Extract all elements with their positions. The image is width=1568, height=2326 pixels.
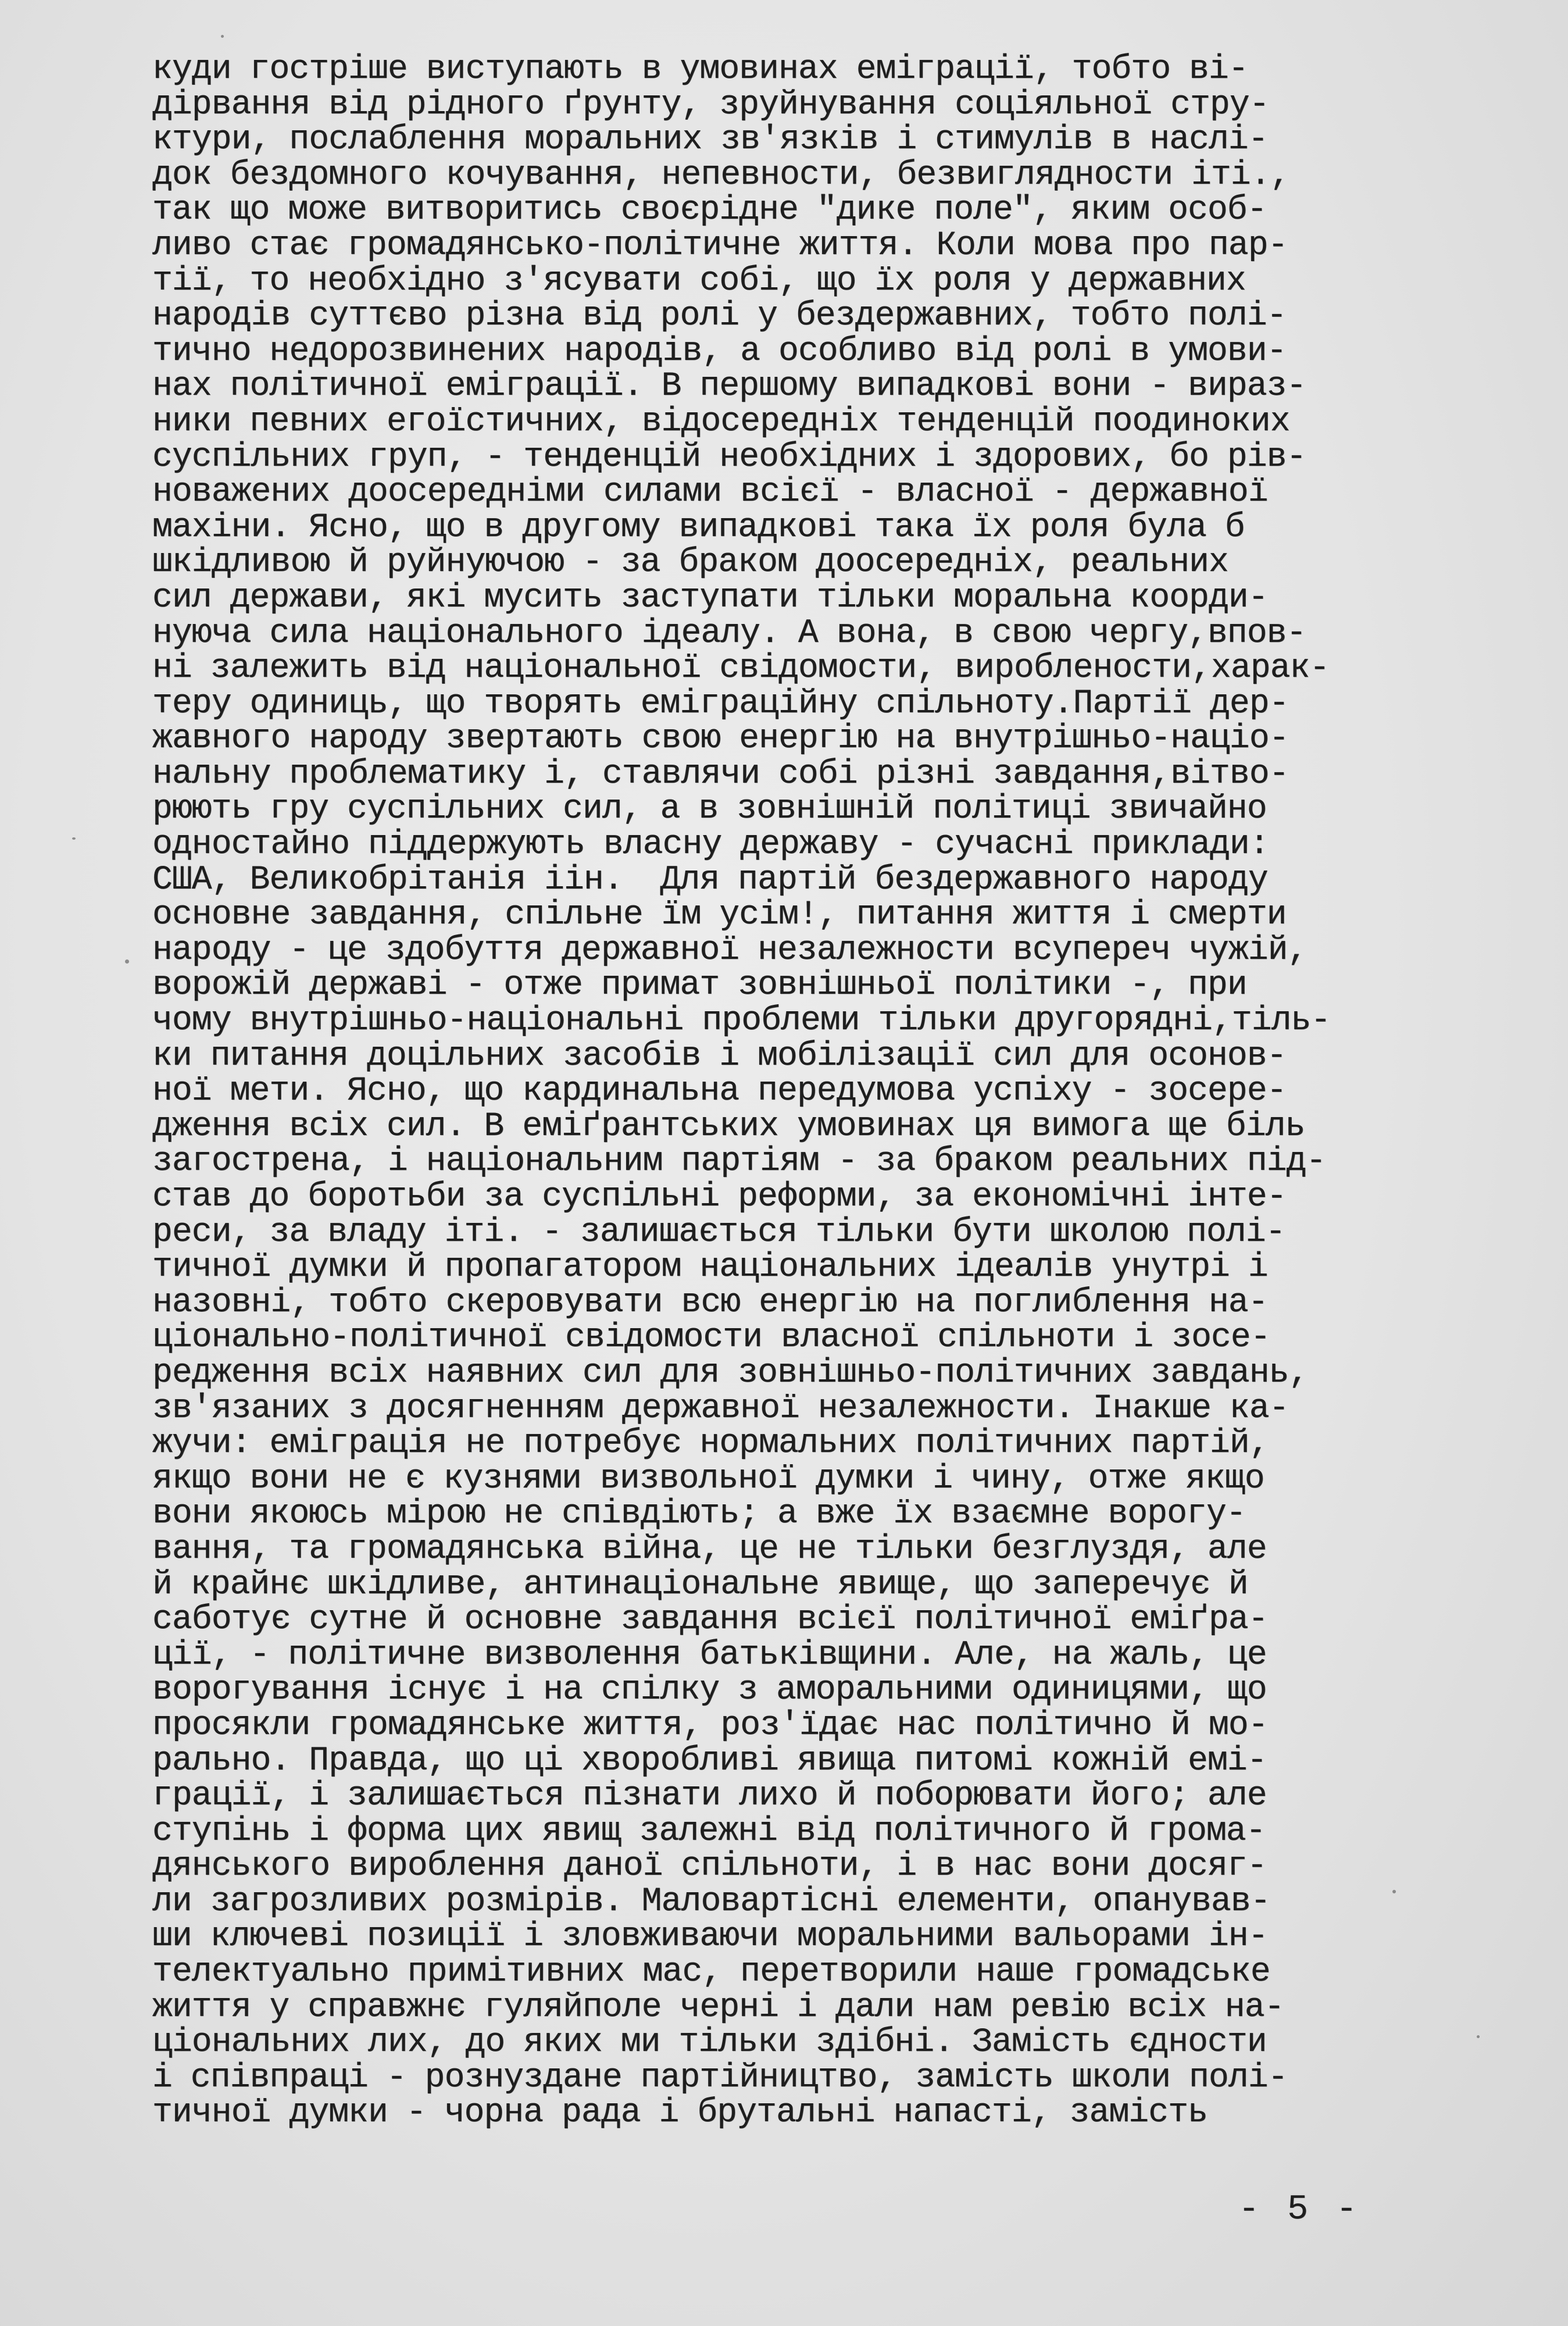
text-line: рально. Правда, що ці хворобливі явища питомі кожній емі- <box>152 1742 1267 1780</box>
text-line: реси, за владу іті. - залишається тільки бути школою полі- <box>152 1213 1285 1251</box>
text-line: й крайнє шкідливе, антинаціональне явище, що заперечує й <box>152 1565 1248 1604</box>
text-line: дянського вироблення даної спільноти, і в нас вони досяг- <box>152 1847 1267 1886</box>
text-line: ступінь і форма цих явищ залежні від політичного й грома- <box>152 1812 1266 1850</box>
text-line: став до боротьби за суспільні реформи, за економічні інте- <box>152 1178 1287 1216</box>
text-line: народів суттєво різна від ролі у бездержавних, тобто полі- <box>152 297 1287 336</box>
text-line: телектуально примітивних мас, перетворили наше громадське <box>152 1953 1270 1992</box>
text-line: док бездомного кочування, непевности, безвиглядности іті., <box>152 156 1290 194</box>
text-line: суспільних груп, - тенденцій необхідних і здорових, бо рів- <box>152 438 1306 476</box>
text-line: ли загрозливих розмірів. Маловартісні елементи, опанував- <box>152 1882 1270 1921</box>
text-line: ши ключеві позиції і зловживаючи моральними вальорами ін- <box>152 1918 1268 1956</box>
text-line: саботує сутне й основне завдання всієї політичної еміґра- <box>152 1601 1268 1639</box>
typewritten-text-block <box>152 52 1490 2131</box>
text-line: життя у справжнє гуляйполе черні і дали нам ревію всіх на- <box>152 1988 1284 2027</box>
text-line: дірвання від рідного ґрунту, зруйнування соціяльної стру- <box>152 85 1269 124</box>
text-line: і співпраці - рознуздане партійництво, замість школи полі- <box>152 2059 1288 2097</box>
text-line: тії, то необхідно з'ясувати собі, що їх роля у державних <box>152 262 1246 300</box>
text-line: загострена, і національним партіям - за браком реальних під- <box>152 1143 1326 1181</box>
text-line: одностайно піддержують власну державу - сучасні приклади: <box>152 826 1269 864</box>
text-line: зв'язаних з досягненням державної незалежности. Інакше ка- <box>152 1389 1289 1428</box>
text-line: тично недорозвинених народів, а особливо від ролі в умови- <box>152 332 1287 370</box>
text-line: теру одиниць, що творять еміграційну спільноту.Партії дер- <box>152 684 1289 723</box>
ink-speck <box>1477 2035 1480 2038</box>
text-line: тичної думки й пропагатором національних ідеалів унутрі і <box>152 1248 1268 1287</box>
text-line: нальну проблематику і, ставлячи собі різні завдання,вітво- <box>152 755 1289 793</box>
text-line: так що може витворитись своєрідне "дике поле", яким особ- <box>152 191 1267 230</box>
text-line: просякли громадянське життя, роз'їдає нас політично й мо- <box>152 1706 1268 1744</box>
text-line: дження всіх сил. В еміґрантських умовинах ця вимога ще біль <box>152 1107 1305 1146</box>
text-line: новажених доосередніми силами всієї - власної - державної <box>152 473 1268 512</box>
text-line: ливо стає громадянсько-політичне життя. Коли мова про пар- <box>152 226 1288 265</box>
text-line: грації, і залишається пізнати лихо й поборювати його; але <box>152 1777 1267 1815</box>
text-line: ки питання доцільних засобів і мобілізації сил для осонов- <box>152 1037 1287 1075</box>
text-line: жавного народу звертають свою енергію на внутрішньо-націо- <box>152 720 1289 758</box>
text-line: ціонально-політичної свідомости власної спільноти і зосе- <box>152 1319 1270 1357</box>
text-line: махіни. Ясно, що в другому випадкові така їх роля була б <box>152 508 1245 547</box>
text-line: США, Великобрітанія іін. Для партій бездержавного народу <box>152 861 1268 899</box>
ink-speck <box>72 837 76 840</box>
text-line: ворогування існує і на спілку з аморальними одиницями, що <box>152 1671 1267 1710</box>
text-line: нах політичної еміграції. В першому випадкові вони - вираз- <box>152 368 1306 406</box>
text-line: назовні, тобто скеровувати всю енергію на поглиблення на- <box>152 1283 1268 1322</box>
ink-speck <box>125 959 129 964</box>
text-line: жучи: еміграція не потребує нормальних політичних партій, <box>152 1425 1269 1463</box>
ink-speck <box>1392 1890 1396 1893</box>
text-line: ціональних лих, до яких ми тільки здібні. Замість єдности <box>152 2024 1267 2062</box>
text-line: тичної думки - чорна рада і брутальні напасті, замість <box>152 2094 1208 2132</box>
text-line: основне завдання, спільне їм усім!, питання життя і смерти <box>152 896 1287 934</box>
text-line: вання, та громадянська війна, це не тільки безглуздя, але <box>152 1530 1267 1568</box>
text-line: якщо вони не є кузнями визвольної думки і чину, отже якщо <box>152 1460 1265 1498</box>
text-line: рюють гру суспільних сил, а в зовнішній політиці звичайно <box>152 790 1267 829</box>
page-number: - 5 - <box>1238 2190 1361 2229</box>
text-line: куди гостріше виступають в умовинах еміграції, тобто ві- <box>152 51 1248 88</box>
text-line: ктури, послаблення моральних зв'язків і стимулів в наслі- <box>152 121 1268 159</box>
text-line: нуюча сила національного ідеалу. А вона, в свою чергу,впов- <box>152 614 1306 652</box>
text-line: народу - це здобуття державної незалежности всупереч чужій, <box>152 931 1308 969</box>
text-line: шкідливою й руйнуючою - за браком доосередніх, реальних <box>152 544 1228 582</box>
text-line: сил держави, які мусить заступати тільки моральна коорди- <box>152 579 1268 617</box>
text-line: ні залежить від національної свідомости, вироблености,харак- <box>152 650 1330 688</box>
text-line: ної мети. Ясно, що кардинальна передумова успіху - зосере- <box>152 1072 1287 1111</box>
text-line: ворожій державі - отже примат зовнішньої політики -, при <box>152 966 1247 1005</box>
text-line: чому внутрішньо-національні проблеми тільки другорядні,тіль- <box>152 1002 1331 1040</box>
text-line: вони якоюсь мірою не співдіють; а вже їх взаємне ворогу- <box>152 1495 1246 1533</box>
ink-speck <box>221 35 224 38</box>
text-line: ції, - політичне визволення батьківщини. Але, на жаль, це <box>152 1636 1267 1674</box>
text-line: редження всіх наявних сил для зовнішньо-політичних завдань, <box>152 1354 1309 1392</box>
text-line: ники певних егоїстичних, відосередніх тенденцій поодиноких <box>152 402 1290 441</box>
